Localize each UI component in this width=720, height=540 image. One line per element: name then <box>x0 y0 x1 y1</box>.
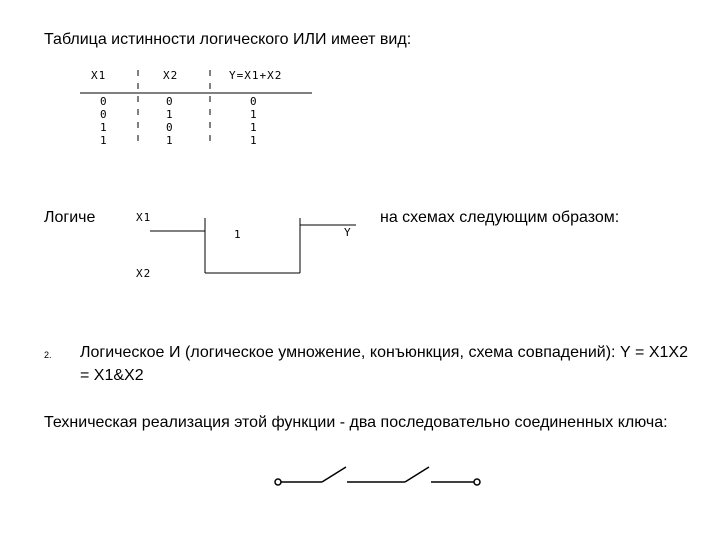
gate-input-x1: X1 <box>136 211 152 224</box>
gate-symbol: 1 <box>234 228 242 241</box>
cell-r1-x2: 0 <box>166 95 174 108</box>
cell-r2-y: 1 <box>250 108 258 121</box>
gate-sentence-start: Логиче <box>44 209 96 226</box>
cell-r3-x1: 1 <box>100 121 108 134</box>
cell-r3-y: 1 <box>250 121 258 134</box>
cell-r2-x1: 0 <box>100 108 108 121</box>
implementation-text: Техническая реализация этой функции - два последовательно соединенных ключа: <box>44 414 668 431</box>
header-y: Y=X1+X2 <box>229 69 283 82</box>
cell-r4-x2: 1 <box>166 134 174 147</box>
gate-input-x2: X2 <box>136 267 152 280</box>
gate-sentence-end: на схемах следующим образом: <box>380 209 620 226</box>
list-item-text: Логическое И (логическое умножение, конъюнкция, схема совпадений): Y = X1X2 = X1&X2 <box>80 344 688 384</box>
intro-text: Таблица истинности логического ИЛИ имеет вид: <box>44 31 412 48</box>
header-x1: X1 <box>91 69 107 82</box>
cell-r4-y: 1 <box>250 134 258 147</box>
header-x2: X2 <box>163 69 179 82</box>
gate-output-y: Y <box>344 226 352 239</box>
cell-r3-x2: 0 <box>166 121 174 134</box>
list-item-number: 2. <box>44 350 52 360</box>
cell-r2-x2: 1 <box>166 108 174 121</box>
cell-r1-x1: 0 <box>100 95 108 108</box>
cell-r4-x1: 1 <box>100 134 108 147</box>
cell-r1-y: 0 <box>250 95 258 108</box>
